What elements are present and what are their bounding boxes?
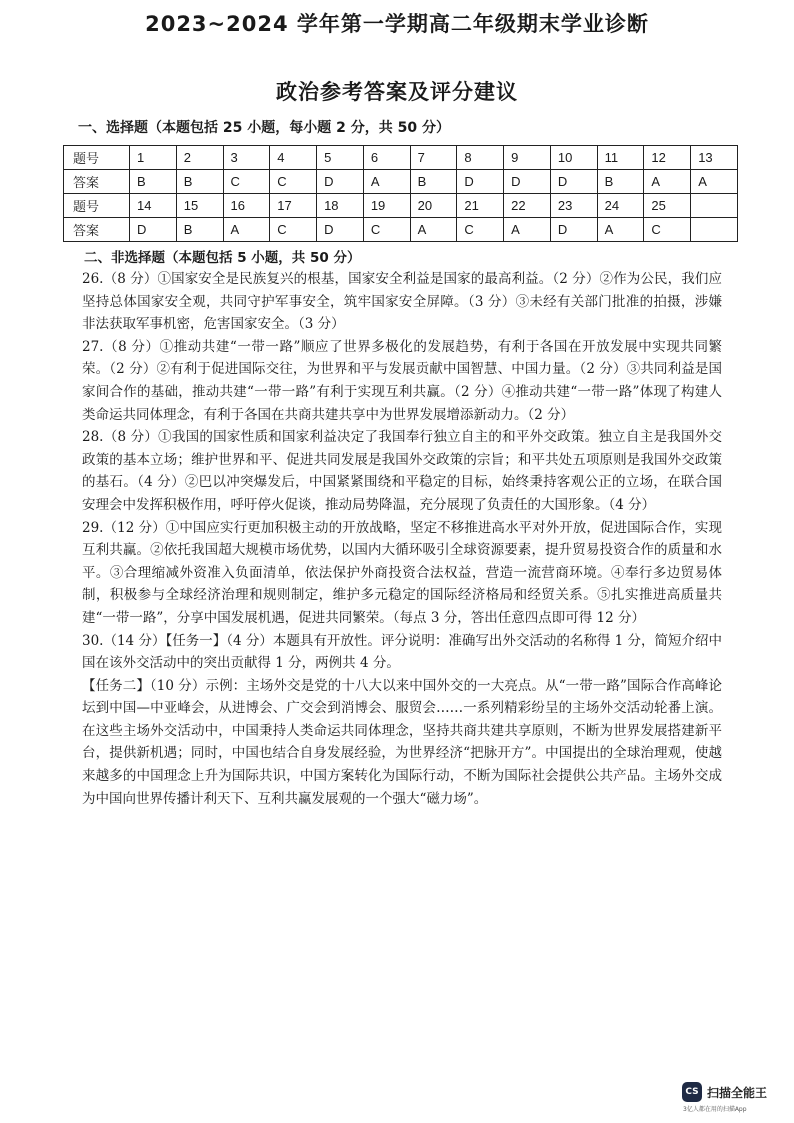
table-cell: D xyxy=(130,218,177,242)
answer-table-row xyxy=(64,218,738,242)
table-cell: 5 xyxy=(317,146,364,170)
table-cell: C xyxy=(270,218,317,242)
table-cell: A xyxy=(644,170,691,194)
table-cell: A xyxy=(363,170,410,194)
answer-table-row xyxy=(64,194,738,218)
table-cell: 23 xyxy=(550,194,597,218)
table-cell: C xyxy=(644,218,691,242)
table-cell: 18 xyxy=(317,194,364,218)
table-cell: C xyxy=(363,218,410,242)
answer-body xyxy=(82,268,722,810)
table-cell: B xyxy=(176,170,223,194)
scanner-watermark xyxy=(682,1082,767,1102)
table-cell: 14 xyxy=(130,194,177,218)
table-cell: 16 xyxy=(223,194,270,218)
table-cell: 22 xyxy=(504,194,551,218)
table-cell: 21 xyxy=(457,194,504,218)
table-cell: 19 xyxy=(363,194,410,218)
section-2-heading: 二、非选择题（本题包括 5 小题，共 50 分） xyxy=(84,250,361,266)
table-cell: D xyxy=(457,170,504,194)
table-cell: D xyxy=(317,170,364,194)
page-subtitle: 政治参考答案及评分建议 xyxy=(276,80,518,104)
answer-table-row xyxy=(64,146,738,170)
table-cell: 7 xyxy=(410,146,457,170)
answer-q30-task2: 【任务二】（10 分）示例：主场外交是党的十八大以来中国外交的一大亮点。从“一带一路”国际合作高峰论坛到中国—中亚峰会，从进博会、广交会到消博会、服贸会……一系列精彩纷呈的主场外交活动轮番上演。在这些主场外交活动中，中国秉持人类命运共同体理念，坚持共商共建共享原则，不断为世界发展搭建新平台，提供新机遇；同时，中国也结合自身发展经验，为世界经济“把脉开方”。中国提出的全球治理观，使越来越多的中国理念上升为国际共识，中国方案转化为国际行动，不断为国际社会提供公共产品。主场外交成为中国向世界传播计利天下、互利共赢发展观的一个强大“磁力场”。 xyxy=(82,677,722,807)
table-cell xyxy=(691,218,738,242)
row-header-cell: 答案 xyxy=(64,218,130,242)
table-cell: 15 xyxy=(176,194,223,218)
table-cell: 11 xyxy=(597,146,644,170)
answer-q27: 27.（8 分）①推动共建“一带一路”顺应了世界多极化的发展趋势，有利于各国在开放发展中实现共同繁荣。（2 分）②有利于促进国际交往，为世界和平与发展贡献中国智慧、中国力量。（2 分）③共同利益是国家间合作的基础，推动共建“一带一路”有利于实现互利共赢。（2 分）④推动共建“一带一路”体现了构建人类命运共同体理念，有利于各国在共商共建共享中为世界发展增添新动力。（2 分） xyxy=(82,338,722,423)
table-cell: 2 xyxy=(176,146,223,170)
page-title: 2023~2024 学年第一学期高二年级期末学业诊断 xyxy=(145,12,649,36)
table-cell: D xyxy=(317,218,364,242)
camscanner-logo-icon: CS xyxy=(682,1082,702,1102)
table-cell: B xyxy=(597,170,644,194)
table-cell: 12 xyxy=(644,146,691,170)
table-cell: 20 xyxy=(410,194,457,218)
table-cell: A xyxy=(691,170,738,194)
scanner-app-name: 扫描全能王 xyxy=(707,1085,768,1100)
table-cell: 25 xyxy=(644,194,691,218)
table-cell: 1 xyxy=(130,146,177,170)
answer-q26: 26.（8 分）①国家安全是民族复兴的根基，国家安全利益是国家的最高利益。（2 分）②作为公民，我们应坚持总体国家安全观，共同守护军事安全，筑牢国家安全屏障。（3 分）③未经有关部门批准的拍摄，涉嫌非法获取军事机密，危害国家安全。（3 分） xyxy=(82,271,722,333)
answer-table xyxy=(63,145,738,242)
table-cell: 9 xyxy=(504,146,551,170)
row-header-cell: 题号 xyxy=(64,146,130,170)
table-cell: C xyxy=(270,170,317,194)
answer-table-row xyxy=(64,170,738,194)
answer-q28: 28.（8 分）①我国的国家性质和国家利益决定了我国奉行独立自主的和平外交政策。独立自主是我国外交政策的基本立场；维护世界和平、促进共同发展是我国外交政策的宗旨；和平共处五项原则是我国外交政策的基石。（4 分）②巴以冲突爆发后，中国紧紧围绕和平稳定的目标，始终秉持客观公正的立场，在联合国安理会中发挥积极作用，呼吁停火促谈，推动局势降温，充分展现了负责任的大国形象。（4 分） xyxy=(82,429,722,513)
table-cell: D xyxy=(550,170,597,194)
table-cell: 4 xyxy=(270,146,317,170)
table-cell: 13 xyxy=(691,146,738,170)
answer-q30-task1: 30.（14 分）【任务一】（4 分）本题具有开放性。评分说明：准确写出外交活动的名称得 1 分，简短介绍中国在该外交活动中的突出贡献得 1 分，两例共 4 分。 xyxy=(82,632,722,672)
table-cell: A xyxy=(597,218,644,242)
row-header-cell: 题号 xyxy=(64,194,130,218)
table-cell: C xyxy=(223,170,270,194)
table-cell: D xyxy=(550,218,597,242)
table-cell: 24 xyxy=(597,194,644,218)
table-cell: 10 xyxy=(550,146,597,170)
scanner-tagline: 3亿人都在用的扫描App xyxy=(683,1106,747,1113)
table-cell: A xyxy=(223,218,270,242)
table-cell: 6 xyxy=(363,146,410,170)
table-cell: A xyxy=(504,218,551,242)
table-cell xyxy=(691,194,738,218)
row-header-cell: 答案 xyxy=(64,170,130,194)
table-cell: B xyxy=(130,170,177,194)
table-cell: D xyxy=(504,170,551,194)
table-cell: 3 xyxy=(223,146,270,170)
table-cell: A xyxy=(410,218,457,242)
table-cell: 8 xyxy=(457,146,504,170)
table-cell: 17 xyxy=(270,194,317,218)
table-cell: C xyxy=(457,218,504,242)
answer-q29: 29.（12 分）①中国应实行更加积极主动的开放战略，坚定不移推进高水平对外开放，促进国际合作，实现互利共赢。②依托我国超大规模市场优势，以国内大循环吸引全球资源要素，提升贸易投资合作的质量和水平。③合理缩减外资准入负面清单，依法保护外商投资合法权益，营造一流营商环境。④奉行多边贸易体制，积极参与全球经济治理和规则制定，维护多元稳定的国际经济格局和经贸关系。⑤扎实推进高质量共建“一带一路”，分享中国发展机遇，促进共同繁荣。（每点 3 分，答出任意四点即可得 12 分） xyxy=(82,519,722,626)
table-cell: B xyxy=(176,218,223,242)
table-cell: B xyxy=(410,170,457,194)
section-1-heading: 一、选择题（本题包括 25 小题，每小题 2 分，共 50 分） xyxy=(78,120,450,136)
